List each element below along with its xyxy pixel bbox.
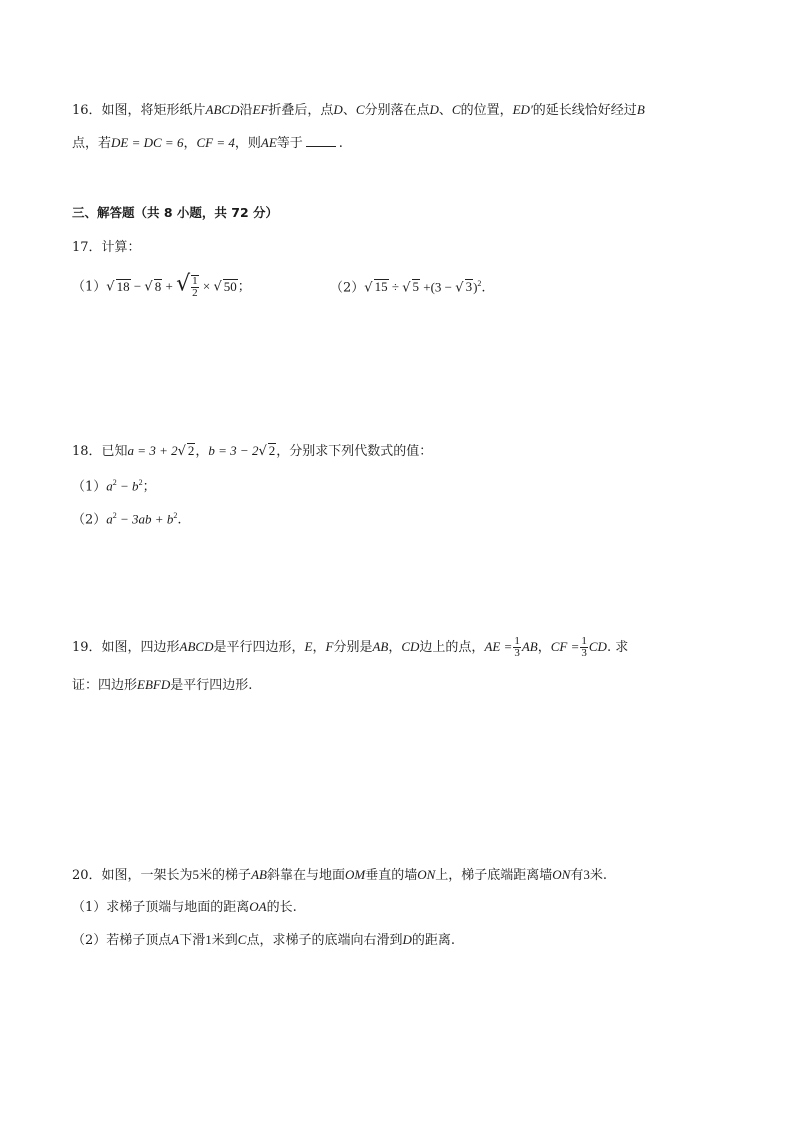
- var: ED′: [512, 102, 533, 117]
- q16-line1: [72, 101, 645, 120]
- var: E: [304, 639, 313, 654]
- op: +(3 −: [420, 279, 456, 295]
- equation: CF =: [550, 639, 580, 654]
- text: 的长.: [266, 900, 297, 915]
- sqrt-symbol: √: [213, 279, 222, 295]
- label: （1）: [72, 479, 107, 495]
- var: A: [171, 932, 180, 947]
- text: 垂直的墙: [365, 868, 418, 883]
- var: ABCD: [179, 639, 214, 654]
- exponent: 2: [173, 511, 178, 520]
- text: 沿: [239, 103, 253, 118]
- var: B: [636, 102, 645, 117]
- text: 证：四边形: [72, 678, 138, 693]
- equation: AE =: [484, 639, 513, 654]
- text: . 求: [606, 640, 629, 655]
- text: 边上的点，: [419, 640, 485, 655]
- q19-line2: [72, 676, 252, 695]
- radicand: 15: [374, 279, 388, 295]
- text: 19．如图，四边形: [72, 640, 180, 655]
- denominator: 3: [581, 647, 587, 659]
- text: 折叠后，点: [268, 103, 334, 118]
- exponent: 2: [112, 511, 117, 520]
- text: 等于: [276, 136, 303, 151]
- text: （1）求梯子顶端与地面的距离: [72, 900, 250, 915]
- radicand: 3: [465, 279, 473, 295]
- op: ×: [199, 278, 214, 294]
- fraction: [191, 275, 199, 299]
- fraction: [513, 636, 521, 659]
- var: EF: [252, 102, 269, 117]
- var: ABCD: [205, 102, 240, 117]
- text: ；: [142, 479, 156, 495]
- var: ON: [417, 867, 436, 882]
- var: AB: [521, 639, 538, 654]
- var: AB: [372, 639, 389, 654]
- op: +: [162, 278, 177, 294]
- text: 米.: [589, 868, 607, 883]
- expr: − b: [116, 478, 139, 494]
- var: OM: [344, 867, 366, 882]
- text: 米的梯子: [199, 868, 252, 883]
- q18-stem: [72, 442, 432, 461]
- q16-line2: [72, 134, 343, 153]
- text: 点，若: [72, 136, 112, 151]
- sqrt-symbol: √: [177, 444, 186, 459]
- denominator: 2: [192, 287, 198, 299]
- exponent: 2: [477, 279, 482, 288]
- var: F: [325, 639, 334, 654]
- sqrt-symbol: √: [258, 444, 267, 459]
- q17-title: 17．计算：: [72, 240, 141, 255]
- text: 20．如图，一架长为: [72, 868, 193, 883]
- q17-part1: [72, 271, 251, 299]
- equation: a = 3 + 2: [127, 443, 178, 458]
- var: D: [333, 102, 343, 117]
- var: CD: [401, 639, 420, 654]
- op: −: [130, 278, 145, 294]
- var: D: [402, 932, 412, 947]
- text: ): [473, 279, 478, 295]
- text: ，: [183, 136, 197, 151]
- text: 斜靠在与地面: [266, 868, 345, 883]
- sqrt-symbol: √: [176, 271, 191, 297]
- sqrt-symbol: √: [144, 279, 153, 295]
- text: ，: [388, 640, 402, 655]
- label: （1）: [72, 279, 107, 295]
- q20-part1: [72, 898, 297, 917]
- exponent: 2: [112, 478, 117, 487]
- text: 16．如图，将矩形纸片: [72, 103, 206, 118]
- radicand: 18: [116, 278, 130, 294]
- text: .: [338, 136, 343, 151]
- var: OA: [249, 899, 267, 914]
- equation: b = 3 − 2: [208, 443, 259, 458]
- text: ，: [537, 640, 551, 655]
- var: C: [355, 102, 365, 117]
- text: 下滑: [179, 933, 206, 948]
- text: ；: [237, 279, 251, 295]
- exponent: 2: [138, 478, 143, 487]
- q18-part1: [72, 474, 156, 496]
- q18-part2: [72, 507, 181, 529]
- equation: CF = 4: [196, 135, 235, 150]
- radicand: 5: [412, 279, 420, 295]
- label: （2）: [330, 280, 365, 296]
- text: 是平行四边形.: [170, 678, 253, 693]
- text: 、: [438, 103, 452, 118]
- label: （2）: [72, 512, 107, 528]
- text: 上，梯子底端距离墙: [435, 868, 553, 883]
- text: ，: [195, 444, 209, 459]
- var: C: [237, 932, 247, 947]
- numerator: 1: [514, 635, 520, 647]
- text: .: [177, 512, 182, 528]
- text: ，则: [234, 136, 261, 151]
- text: ，: [312, 640, 326, 655]
- text: 的位置，: [460, 103, 513, 118]
- text: 、: [342, 103, 356, 118]
- var: D: [429, 102, 439, 117]
- radicand: 50: [223, 278, 237, 294]
- text: （2）若梯子顶点: [72, 933, 172, 948]
- q20-part2: [72, 931, 455, 950]
- sqrt-symbol: √: [402, 280, 411, 296]
- sqrt-symbol: √: [106, 279, 115, 295]
- answer-blank: [306, 134, 336, 147]
- denominator: 3: [514, 647, 520, 659]
- text: 分别落在点: [364, 103, 430, 118]
- var: CD: [588, 639, 607, 654]
- q17-part2: [330, 275, 486, 297]
- numerator: 1: [192, 275, 198, 287]
- text: 是平行四边形，: [213, 640, 305, 655]
- var: ON: [552, 867, 571, 882]
- fraction: [580, 636, 588, 659]
- text: 的延长线恰好经过: [532, 103, 637, 118]
- radicand: 8: [154, 278, 162, 294]
- expr: − 3ab + b: [116, 511, 174, 527]
- sqrt-symbol: √: [455, 280, 464, 296]
- var: a: [106, 478, 113, 494]
- section-title: 三、解答题（共 8 小题，共 72 分）: [72, 205, 279, 220]
- text: 18．已知: [72, 444, 128, 459]
- var: C: [451, 102, 461, 117]
- q19-line1: [72, 636, 628, 659]
- radicand: 2: [268, 443, 276, 458]
- var: EBFD: [137, 677, 171, 692]
- var: AE: [260, 135, 277, 150]
- text: 有: [570, 868, 584, 883]
- radicand: 2: [187, 443, 195, 458]
- q20-line1: [72, 866, 607, 885]
- numerator: 1: [581, 635, 587, 647]
- op: ÷: [388, 279, 403, 295]
- text: ，分别求下列代数式的值：: [276, 444, 433, 459]
- text: 的距离.: [411, 933, 455, 948]
- equation: DE = DC = 6: [111, 135, 184, 150]
- var: AB: [251, 867, 267, 882]
- text: 米到: [211, 933, 238, 948]
- sqrt-symbol: √: [364, 280, 373, 296]
- text: 分别是: [333, 640, 373, 655]
- text: 点，求梯子的底端向右滑到: [246, 933, 403, 948]
- number: 3: [583, 867, 590, 882]
- number: 1: [205, 932, 212, 947]
- text: .: [481, 280, 486, 296]
- number: 5: [192, 867, 200, 882]
- var: a: [106, 511, 113, 527]
